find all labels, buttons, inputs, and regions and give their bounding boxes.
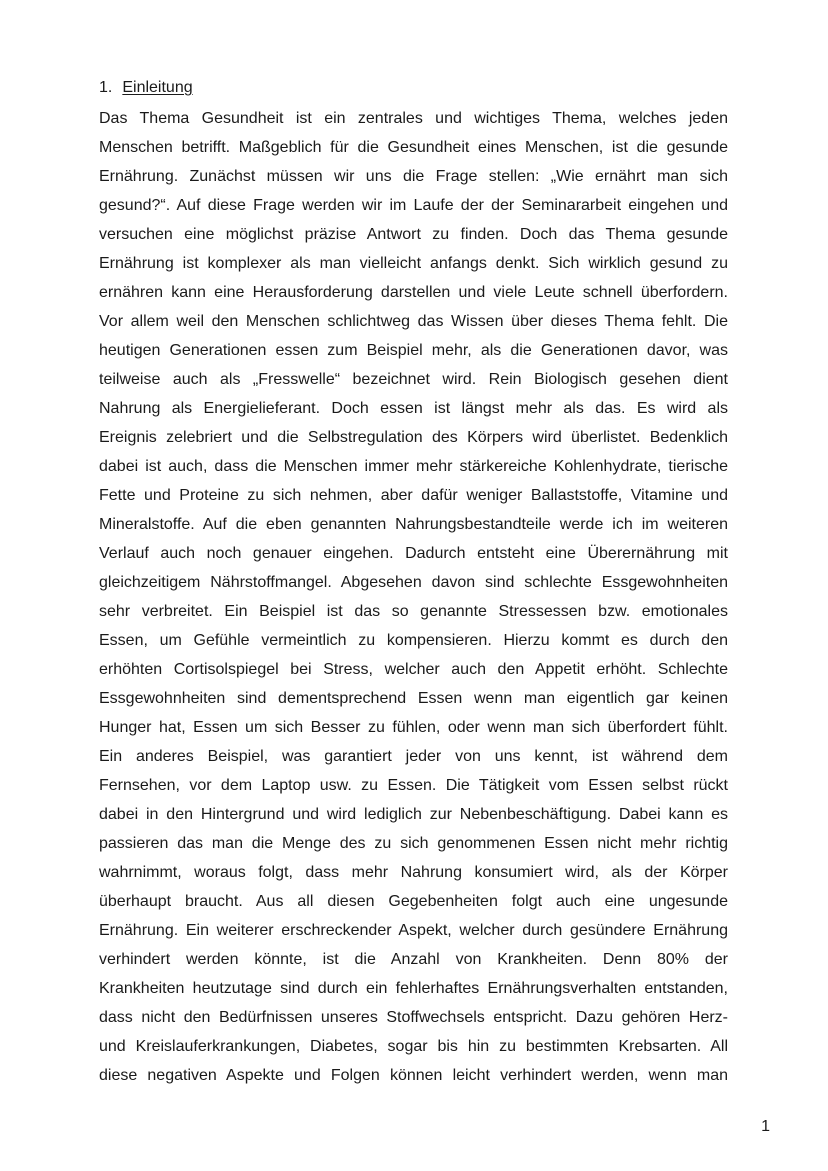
text-line: dass nicht den Bedürfnissen unseres Stoffwechsels entspricht. Dazu gehören Herz- xyxy=(99,1009,728,1026)
text-line: Ernährung. Ein weiterer erschreckender Aspekt, welcher durch gesündere Ernährung xyxy=(99,922,728,939)
text-line: Krankheiten heutzutage sind durch ein fehlerhaftes Ernährungsverhalten entstanden, xyxy=(99,980,728,997)
text-line: Mineralstoffe. Auf die eben genannten Nahrungsbestandteile werde ich im weiteren xyxy=(99,516,728,533)
text-line: Ereignis zelebriert und die Selbstregulation des Körpers wird überlistet. Bedenklich xyxy=(99,429,728,446)
text-line: Fernsehen, vor dem Laptop usw. zu Essen. Die Tätigkeit vom Essen selbst rückt xyxy=(99,777,728,794)
text-line: überhaupt braucht. Aus all diesen Gegebenheiten folgt auch eine ungesunde xyxy=(99,893,728,910)
page-number: 1 xyxy=(761,1118,770,1135)
text-line: und Kreislauferkrankungen, Diabetes, sogar bis hin zu bestimmten Krebsarten. All xyxy=(99,1038,728,1055)
section-title: Einleitung xyxy=(122,79,193,96)
text-line: diese negativen Aspekte und Folgen können leicht verhindert werden, wenn man xyxy=(99,1067,728,1084)
text-line: Essgewohnheiten sind dementsprechend Essen wenn man eigentlich gar keinen xyxy=(99,690,728,707)
text-line: ernähren kann eine Herausforderung darstellen und viele Leute schnell überfordern. xyxy=(99,284,728,301)
text-line: Hunger hat, Essen um sich Besser zu fühlen, oder wenn man sich überfordert fühlt. xyxy=(99,719,728,736)
text-line: Ernährung ist komplexer als man vielleicht anfangs denkt. Sich wirklich gesund zu xyxy=(99,255,728,272)
section-number: 1. xyxy=(99,79,113,96)
text-line: dabei in den Hintergrund und wird lediglich zur Nebenbeschäftigung. Dabei kann es xyxy=(99,806,728,823)
text-line: teilweise auch als „Fresswelle“ bezeichnet wird. Rein Biologisch gesehen dient xyxy=(99,371,728,388)
text-line: Fette und Proteine zu sich nehmen, aber dafür weniger Ballaststoffe, Vitamine und xyxy=(99,487,728,504)
text-line: Vor allem weil den Menschen schlichtweg das Wissen über dieses Thema fehlt. Die xyxy=(99,313,728,330)
section-heading xyxy=(99,76,193,100)
text-line: gleichzeitigem Nährstoffmangel. Abgesehen davon sind schlechte Essgewohnheiten xyxy=(99,574,728,591)
text-line: verhindert werden könnte, ist die Anzahl von Krankheiten. Denn 80% der xyxy=(99,951,728,968)
text-line: wahrnimmt, woraus folgt, dass mehr Nahrung konsumiert wird, als der Körper xyxy=(99,864,728,881)
text-line: sehr verbreitet. Ein Beispiel ist das so genannte Stressessen bzw. emotionales xyxy=(99,603,728,620)
text-line: Essen, um Gefühle vermeintlich zu kompensieren. Hierzu kommt es durch den xyxy=(99,632,728,649)
text-line: heutigen Generationen essen zum Beispiel mehr, als die Generationen davor, was xyxy=(99,342,728,359)
text-line: Verlauf auch noch genauer eingehen. Dadurch entsteht eine Überernährung mit xyxy=(99,545,728,562)
text-line: Ernährung. Zunächst müssen wir uns die Frage stellen: „Wie ernährt man sich xyxy=(99,168,728,185)
text-line: dabei ist auch, dass die Menschen immer mehr stärkereiche Kohlenhydrate, tierische xyxy=(99,458,728,475)
text-line: erhöhten Cortisolspiegel bei Stress, welcher auch den Appetit erhöht. Schlechte xyxy=(99,661,728,678)
text-line: Nahrung als Energielieferant. Doch essen ist längst mehr als das. Es wird als xyxy=(99,400,728,417)
text-line: Ein anderes Beispiel, was garantiert jeder von uns kennt, ist während dem xyxy=(99,748,728,765)
text-line: Das Thema Gesundheit ist ein zentrales und wichtiges Thema, welches jeden xyxy=(99,110,728,127)
text-line: versuchen eine möglichst präzise Antwort zu finden. Doch das Thema gesunde xyxy=(99,226,728,243)
text-line: Menschen betrifft. Maßgeblich für die Gesundheit eines Menschen, ist die gesunde xyxy=(99,139,728,156)
text-line: passieren das man die Menge des zu sich genommenen Essen nicht mehr richtig xyxy=(99,835,728,852)
text-line: gesund?“. Auf diese Frage werden wir im Laufe der der Seminararbeit eingehen und xyxy=(99,197,728,214)
body-paragraph xyxy=(99,104,728,1090)
